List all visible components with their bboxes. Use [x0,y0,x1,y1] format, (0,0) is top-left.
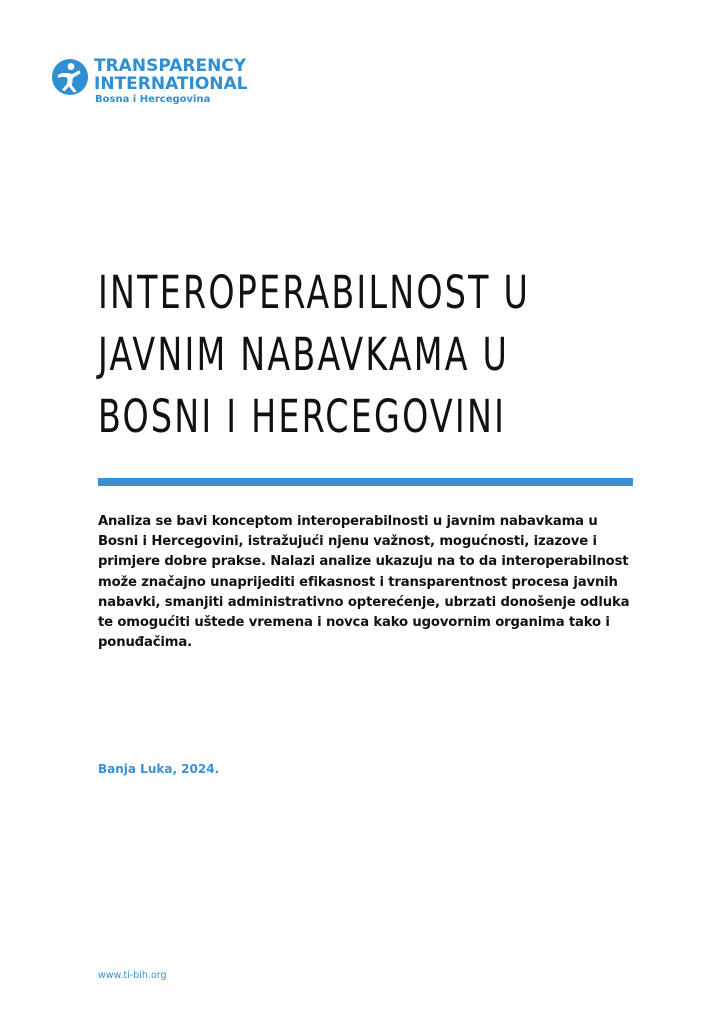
abstract-paragraph: Analiza se bavi konceptom interoperabilnosti u javnim nabavkama u Bosni i Hercegovini, istražujući njenu važnost, mogućnosti, izazove i primjere dobre prakse. Nalazi analize ukazuju na to da interoperabilnost može značajno unaprijediti efikasnost i transparentnost procesa javnih nabavki, smanjiti administrativno opterećenje, ubrzati donošenje odluka te omogućiti uštede vremena i novca kako ugovornim organima tako i ponuđačima. [98,514,630,651]
logo-text-chapter: Bosna i Hercegovina [95,94,211,105]
title-line-2: JAVNIM NABAVKAMA U [98,328,510,381]
organization-logo [51,57,248,106]
title-line-1: INTEROPERABILNOST U [98,266,531,319]
title-divider [98,478,633,486]
logo-text-transparency: TRANSPARENCY [94,56,247,76]
title-line-3: BOSNI I HERCEGOVINI [98,390,507,443]
website-link[interactable]: www.ti-bih.org [98,970,167,981]
place-date: Banja Luka, 2024. [98,762,220,776]
logo-text-international: INTERNATIONAL [94,74,248,94]
document-title [98,262,616,448]
figure-in-circle-icon [51,58,89,96]
